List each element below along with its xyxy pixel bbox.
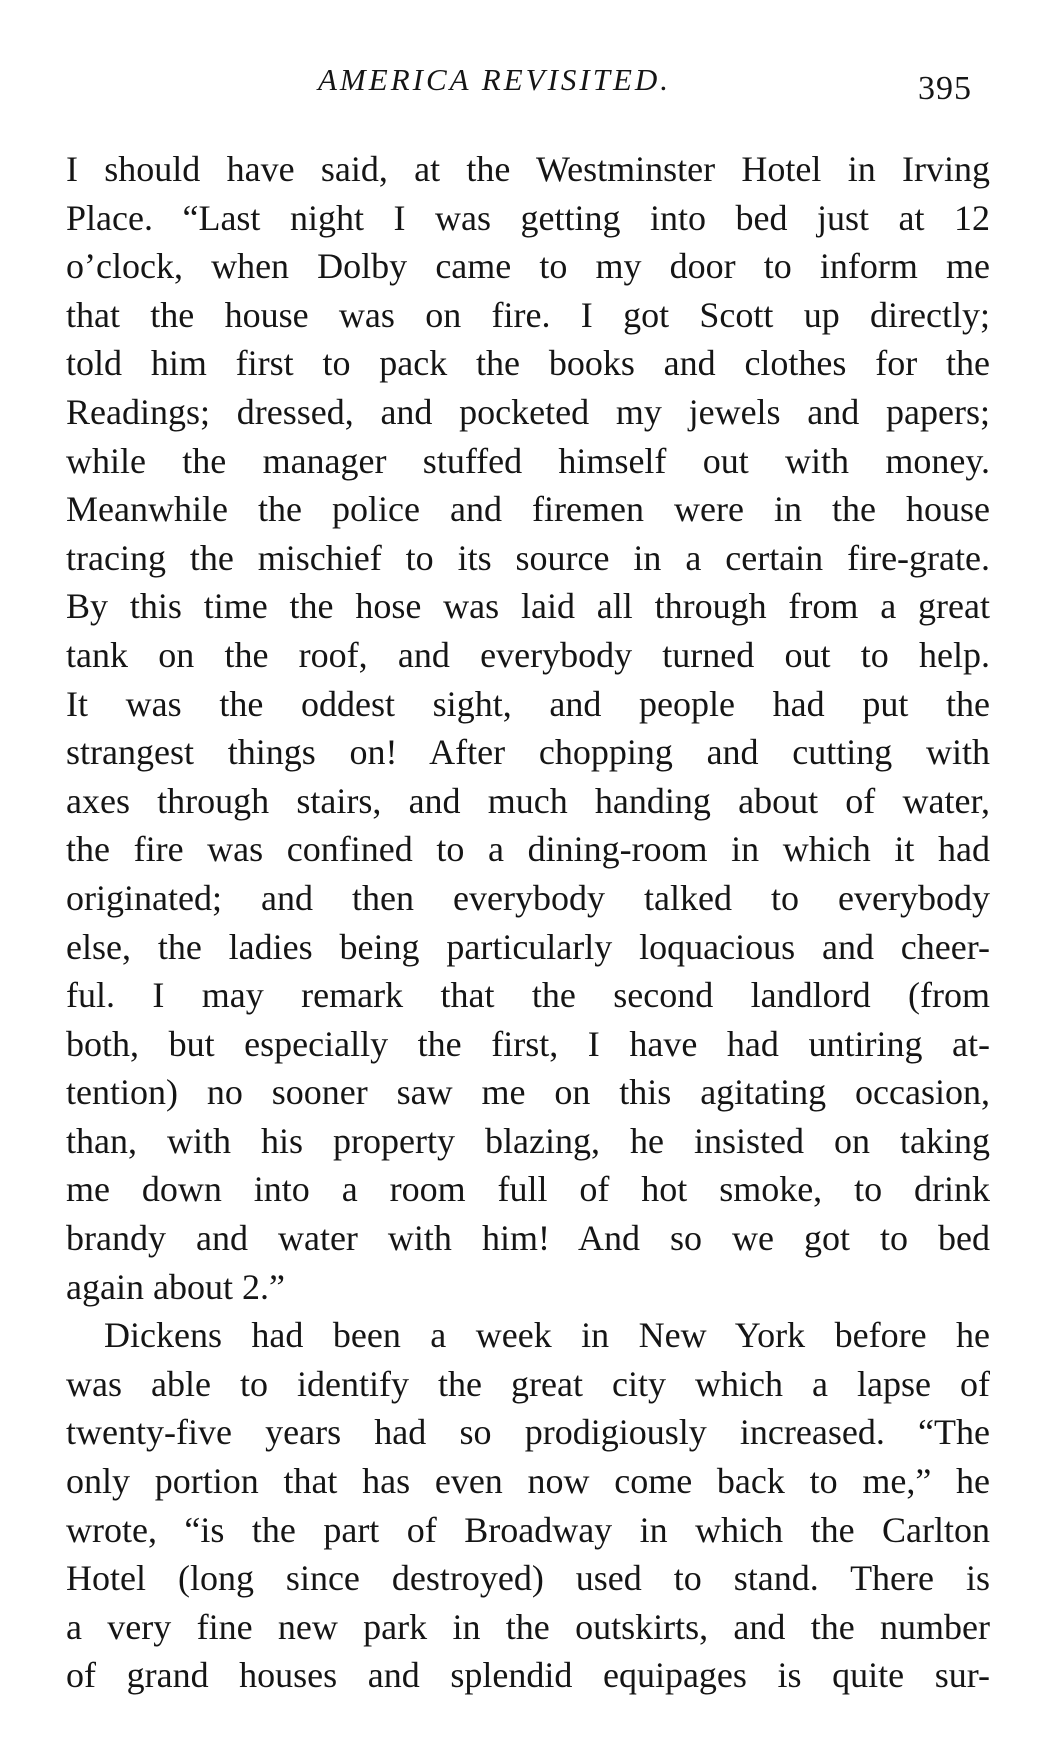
text-line: brandy and water with him! And so we got to bed (66, 1218, 990, 1259)
text-line: I should have said, at the Westminster Hotel in Irving (66, 149, 990, 189)
text-line: of grand houses and splendid equipages is quite sur- (66, 1655, 990, 1696)
text-line: By this time the hose was laid all through from a great (66, 586, 990, 627)
text-line: strangest things on! After chopping and cutting with (66, 732, 990, 773)
body-text (66, 145, 990, 1700)
text-line: told him first to pack the books and clothes for the (66, 343, 990, 384)
page-number: 395 (918, 70, 972, 107)
text-line: ful. I may remark that the second landlord (from (66, 975, 990, 1016)
text-line: a very fine new park in the outskirts, and the number (66, 1606, 990, 1647)
text-line: tention) no sooner saw me on this agitating occasion, (66, 1072, 990, 1113)
text-line: axes through stairs, and much handing about of water, (66, 780, 990, 821)
text-line: tracing the mischief to its source in a certain fire-grate. (66, 537, 990, 578)
text-line: than, with his property blazing, he insisted on taking (66, 1120, 990, 1161)
text-line: tank on the roof, and everybody turned out to help. (66, 634, 990, 675)
text-line: It was the oddest sight, and people had put the (66, 683, 990, 724)
text-line: o’clock, when Dolby came to my door to inform me (66, 246, 990, 287)
text-line: wrote, “is the part of Broadway in which the Carlton (66, 1509, 990, 1550)
paragraph-last-line: again about 2.” (66, 1266, 285, 1307)
running-title: AMERICA REVISITED. (318, 62, 672, 97)
text-line: only portion that has even now come back to me,” he (66, 1461, 990, 1502)
text-line: the fire was confined to a dining-room in which it had (66, 829, 990, 870)
paragraph-first-line: Dickens had been a week in New York before he (104, 1315, 990, 1356)
text-line: Readings; dressed, and pocketed my jewels and papers; (66, 391, 990, 432)
text-line: Place. “Last night I was getting into bed just at 12 (66, 197, 990, 238)
text-line: twenty-five years had so prodigiously increased. “The (66, 1412, 990, 1453)
text-line: that the house was on fire. I got Scott up directly; (66, 294, 990, 335)
text-line: both, but especially the first, I have had untiring at- (66, 1023, 990, 1064)
text-line: originated; and then everybody talked to everybody (66, 877, 990, 918)
text-line: was able to identify the great city which a lapse of (66, 1363, 990, 1404)
text-line: Hotel (long since destroyed) used to stand. There is (66, 1558, 990, 1599)
text-line: else, the ladies being particularly loquacious and cheer- (66, 926, 990, 967)
text-line: me down into a room full of hot smoke, to drink (66, 1169, 990, 1210)
text-line: while the manager stuffed himself out with money. (66, 440, 990, 481)
text-line: Meanwhile the police and firemen were in the house (66, 489, 990, 530)
